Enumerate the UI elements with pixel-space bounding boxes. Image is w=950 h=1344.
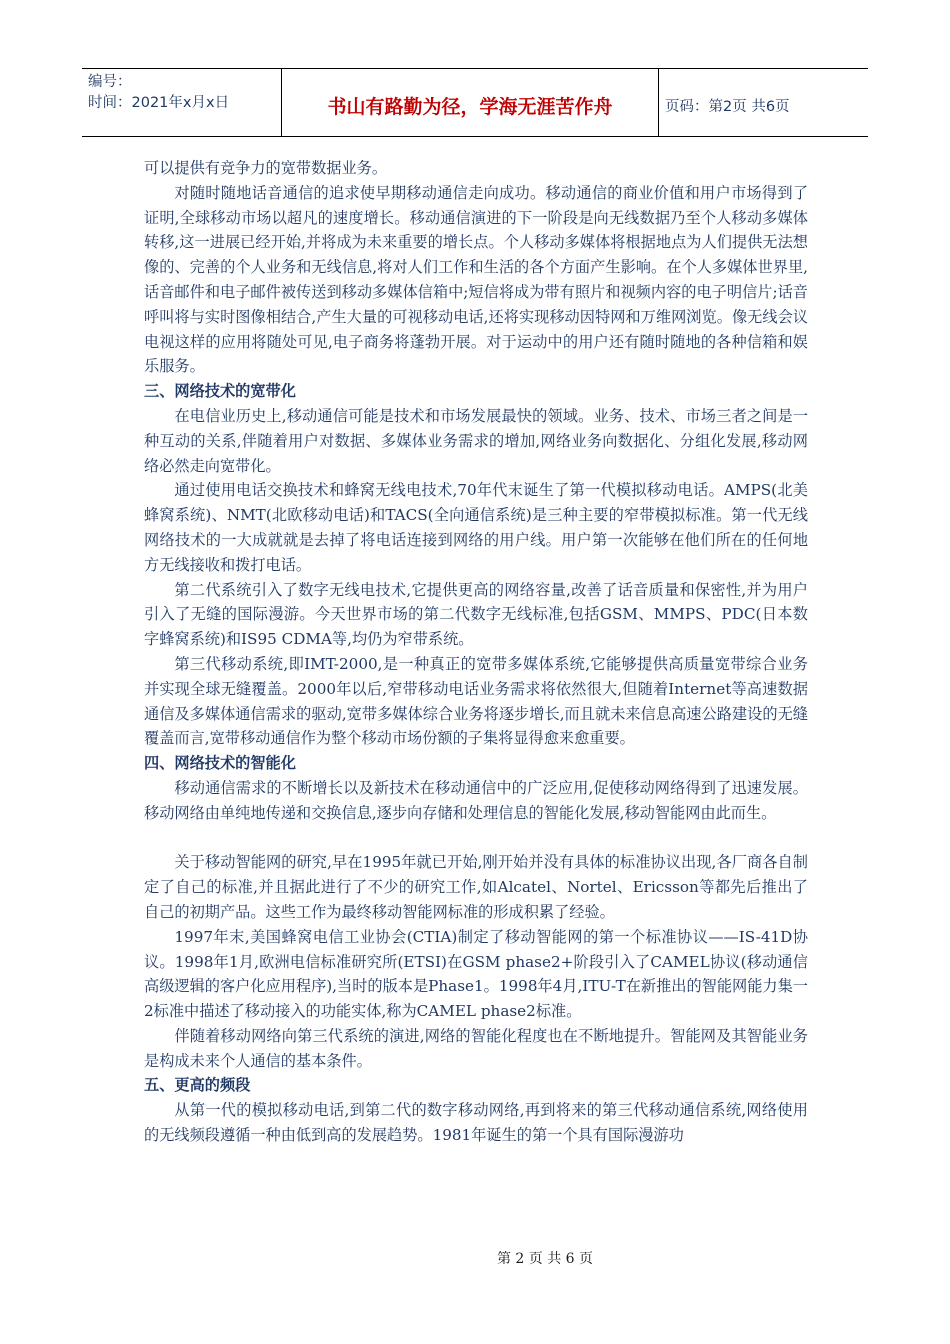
page-footer: 第 2 页 共 6 页 bbox=[496, 1251, 594, 1267]
section-heading-3: 三、网络技术的宽带化 bbox=[144, 382, 296, 401]
paragraph: 移动通信需求的不断增长以及新技术在移动通信中的广泛应用,促使移动网络得到了迅速发展。移动网络由单纯地传递和交换信息,逐步向存储和处理信息的智能化发展,移动智能网由此而生。 bbox=[144, 778, 808, 822]
paragraph: 第三代移动系统,即IMT-2000,是一种真正的宽带多媒体系统,它能够提供高质量宽带综合业务并实现全球无缝覆盖。2000年以后,窄带移动电话业务需求将依然很大,但随着Internet等高速数据通信及多媒体通信需求的驱动,宽带多媒体综合业务将逐步增长,而且就未来信息高速公路建设的无缝覆盖而言,宽带移动通信作为整个移动市场份额的子集将显得愈来愈重要。 bbox=[144, 654, 808, 748]
blank-line bbox=[144, 826, 808, 851]
paragraph: 对随时随地话音通信的追求使早期移动通信走向成功。移动通信的商业价值和用户市场得到了证明,全球移动市场以超凡的速度增长。移动通信演进的下一阶段是向无线数据乃至个人移动多媒体转移,这一进展已经开始,并将成为未来重要的增长点。个人移动多媒体将根据地点为人们提供无法想像的、完善的个人业务和无线信息,将对人们工作和生活的各个方面产生影响。在个人多媒体世界里,话音邮件和电子邮件被传送到移动多媒体信箱中;短信将成为带有照片和视频内容的电子明信片;话音呼叫将与实时图像相结合,产生大量的可视移动电话,还将实现移动因特网和万维网浏览。像无线会议电视这样的应用将随处可见,电子商务将蓬勃开展。对于运动中的用户还有随时随地的各种信箱和娱乐服务。 bbox=[144, 183, 808, 376]
paragraph: 可以提供有竞争力的宽带数据业务。 bbox=[144, 159, 387, 177]
paragraph: 通过使用电话交换技术和蜂窝无线电技术,70年代末诞生了第一代模拟移动电话。AMPS(北美蜂窝系统)、NMT(北欧移动电话)和TACS(全向通信系统)是三种主要的窄带模拟标准。第一代无线网络技术的一大成就就是去掉了将电话连接到网络的用户线。用户第一次能够在他们所在的任何地方无线接收和拨打电话。 bbox=[144, 481, 808, 574]
paragraph: 在电信业历史上,移动通信可能是技术和市场发展最快的领域。业务、技术、市场三者之间是一种互动的关系,伴随着用户对数据、多媒体业务需求的增加,网络业务向数据化、分组化发展,移动网络必然走向宽带化。 bbox=[144, 406, 808, 475]
header-meta-cell bbox=[82, 69, 282, 136]
page-header bbox=[82, 68, 868, 137]
paragraph: 关于移动智能网的研究,早在1995年就已开始,刚开始并没有具体的标准协议出现,各厂商各自制定了自己的标准,并且据此进行了不少的研究工作,如Alcatel、Nortel、Ericsson等都先后推出了自己的初期产品。这些工作为最终移动智能网标准的形成积累了经验。 bbox=[144, 853, 808, 921]
paragraph: 第二代系统引入了数字无线电技术,它提供更高的网络容量,改善了话音质量和保密性,并为用户引入了无缝的国际漫游。今天世界市场的第二代数字无线标准,包括GSM、MMPS、PDC(日本数字蜂窝系统)和IS95 CDMA等,均仍为窄带系统。 bbox=[144, 580, 808, 649]
document-date-label: 时间：2021年x月x日 bbox=[88, 95, 230, 111]
header-motto: 书山有路勤为径，学海无涯苦作舟 bbox=[282, 69, 659, 136]
header-page-info: 页码：第2页 共6页 bbox=[665, 99, 790, 115]
paragraph: 1997年末,美国蜂窝电信工业协会(CTIA)制定了移动智能网的第一个标准协议——IS-41D协议。1998年1月,欧洲电信标准研究所(ETSI)在GSM phase2+阶段引入了CAMEL协议(移动通信高级逻辑的客户化应用程序),当时的版本是Phase1。1998年4月,ITU-T在新推出的智能网能力集一2标准中描述了移动接入的功能实体,称为CAMEL phase2标准。 bbox=[144, 927, 808, 1021]
document-body bbox=[144, 156, 808, 1148]
document-number-label: 编号： bbox=[88, 74, 132, 90]
paragraph: 伴随着移动网络向第三代系统的演进,网络的智能化程度也在不断地提升。智能网及其智能业务是构成未来个人通信的基本条件。 bbox=[144, 1026, 808, 1070]
paragraph: 从第一代的模拟移动电话,到第二代的数字移动网络,再到将来的第三代移动通信系统,网络使用的无线频段遵循一种由低到高的发展趋势。1981年诞生的第一个具有国际漫游功 bbox=[144, 1101, 808, 1145]
section-heading-5: 五、更高的频段 bbox=[144, 1076, 251, 1095]
section-heading-4: 四、网络技术的智能化 bbox=[144, 754, 296, 773]
